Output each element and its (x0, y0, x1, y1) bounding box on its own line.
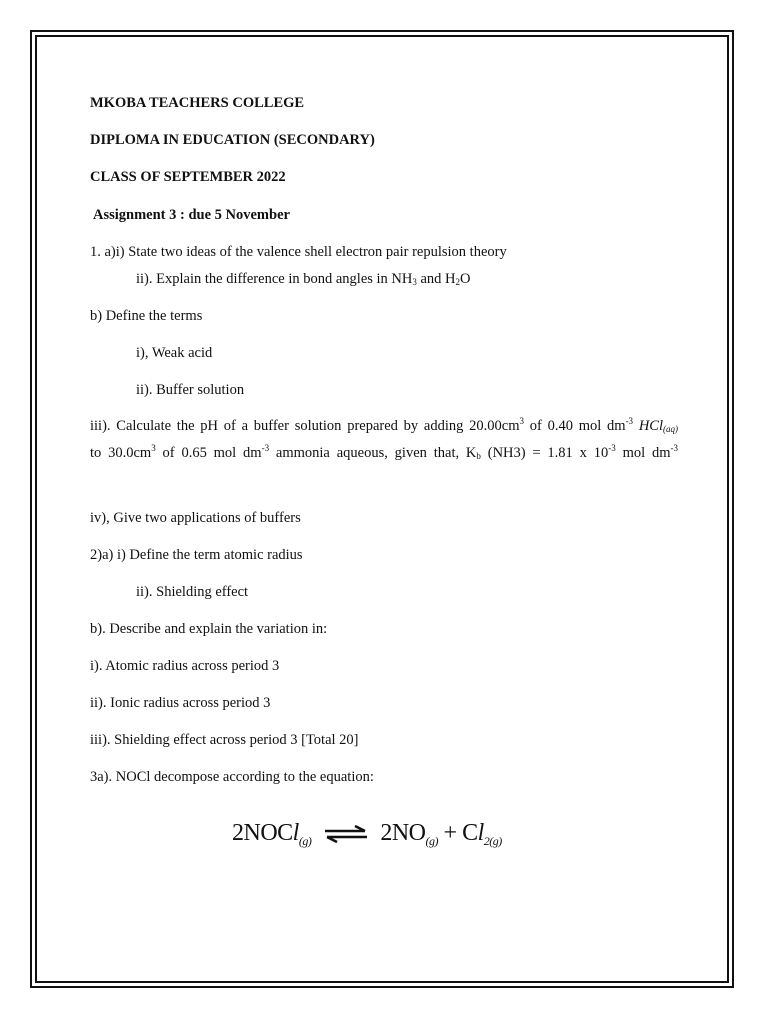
question-1b-i: i), Weak acid (136, 345, 213, 361)
question-1b-ii: ii). Buffer solution (136, 382, 245, 398)
assignment-title: Assignment 3 : due 5 November (93, 207, 290, 223)
equilibrium-arrow-icon (323, 825, 369, 843)
diploma-title: DIPLOMA IN EDUCATION (SECONDARY) (90, 132, 375, 148)
question-1b-iv: iv), Give two applications of buffers (90, 510, 301, 526)
question-2b-i: i). Atomic radius across period 3 (90, 658, 280, 674)
question-2b-ii: ii). Ionic radius across period 3 (90, 695, 271, 711)
question-2a-ii: ii). Shielding effect (136, 584, 249, 600)
question-2b-iii: iii). Shielding effect across period 3 [Total 20] (90, 732, 359, 748)
question-1b-iii-line-1: iii). Calculate the pH of a buffer solution prepared by adding $20.00cm^3$ of 0.40 mol $dm^{-3}$ HCl$_{(aq)}$ (90, 416, 678, 434)
question-1b-iii-line-2: to $30.0cm^3$ of 0.65 mol $dm^{-3}$ ammonia aqueous, given that, $K_b$ (NH3) = 1.81 x $10^{-3}$ mol $dm^{-3}$ (90, 443, 678, 461)
question-1a-ii: ii). Explain the difference in bond angles in $NH_3$ and $H_2O$ (136, 271, 471, 287)
question-3a: 3a). NOCl decompose according to the equation: (90, 769, 374, 785)
question-2a-i: 2)a) i) Define the term atomic radius (90, 547, 303, 563)
question-2b: b). Describe and explain the variation in: (90, 621, 328, 637)
question-1b: b) Define the terms (90, 308, 203, 324)
question-1a-i: 1. a)i) State two ideas of the valence shell electron pair repulsion theory (90, 244, 507, 260)
class-title: CLASS OF SEPTEMBER 2022 (90, 169, 286, 185)
college-name: MKOBA TEACHERS COLLEGE (90, 95, 305, 111)
chemical-equation: 2NOCl$_{(g)}$ $2NO_{(g)} + Cl_{2(g)}$ (232, 820, 502, 848)
